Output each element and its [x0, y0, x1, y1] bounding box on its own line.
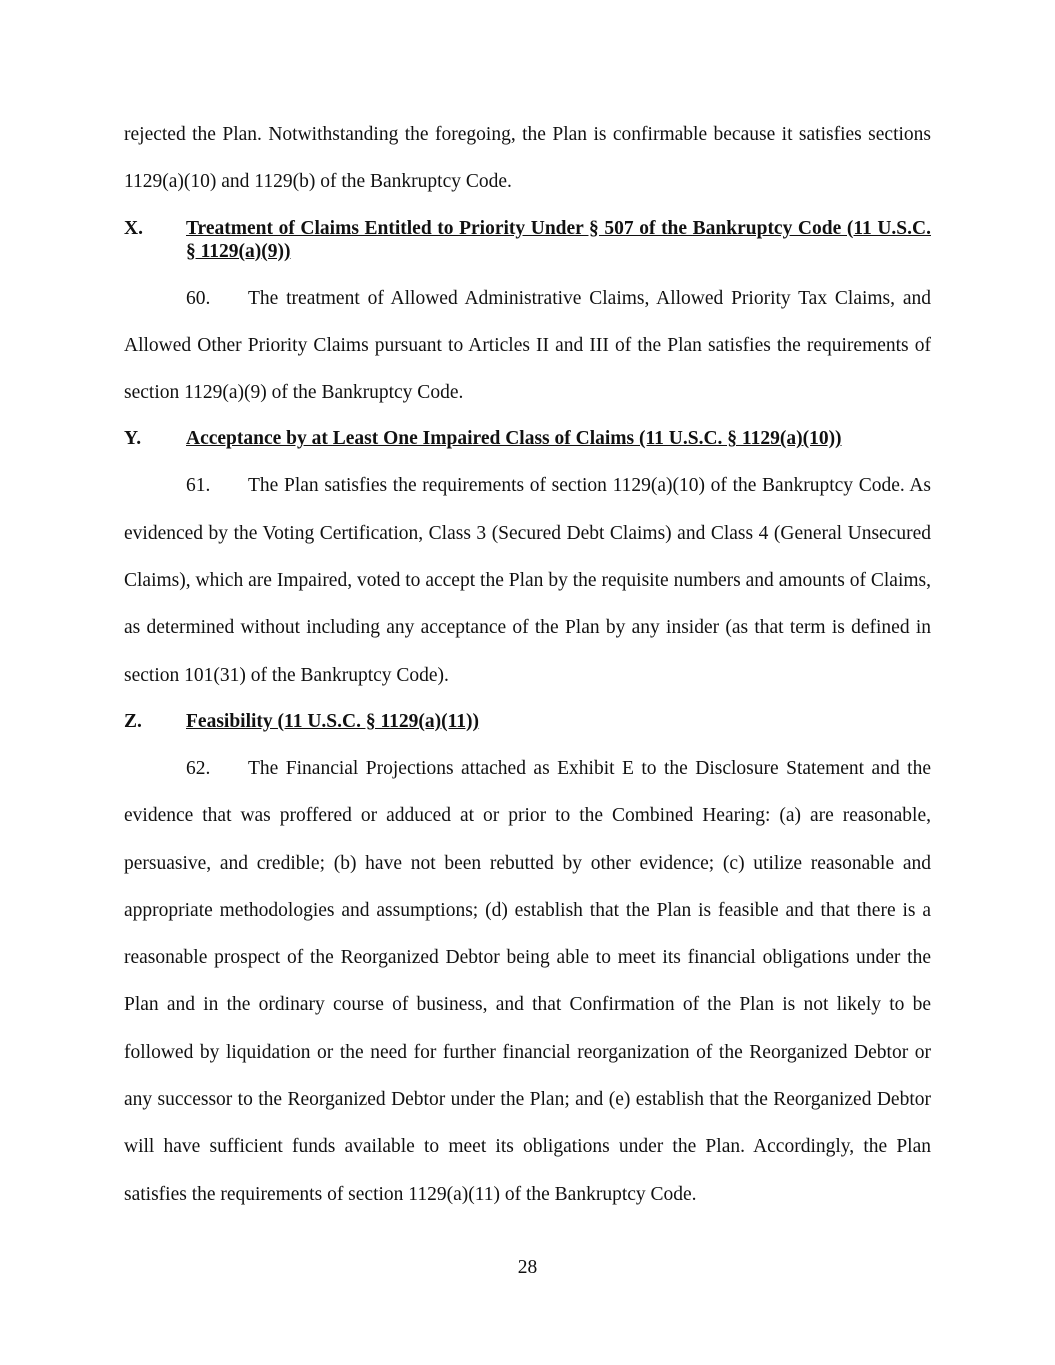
paragraph-62 [124, 745, 931, 1218]
paragraph-61 [124, 462, 931, 698]
section-letter: Z. [124, 710, 142, 732]
section-heading-y [124, 427, 931, 450]
section-title: Acceptance by at Least One Impaired Class of Claims (11 U.S.C. § 1129(a)(10)) [186, 428, 842, 450]
paragraph-text: The Financial Projections attached as Exhibit E to the Disclosure Statement and the evidence that was proffered or adduced at or prior to the Combined Hearing: (a) are reasonable, persuasive, and credible; (b) have not been rebutted by other evidence; (c) utilize reasonable and appropriate methodologies and assumptions; (d) establish that the Plan is feasible and that there is a reasonable prospect of the Reorganized Debtor being able to meet its financial obligations under the Plan and in the ordinary course of business, and that Confirmation of the Plan is not likely to be followed by liquidation or the need for further financial reorganization of the Reorganized Debtor or any successor to the Reorganized Debtor under the Plan; and (e) establish that the Reorganized Debtor will have sufficient funds available to meet its obligations under the Plan. Accordingly, the Plan satisfies the requirements of section 1129(a)(11) of the Bankruptcy Code. [124, 757, 931, 1205]
section-letter: Y. [124, 428, 142, 450]
paragraph-60 [124, 275, 931, 417]
paragraph-number: 61. [186, 475, 211, 497]
section-title: Feasibility (11 U.S.C. § 1129(a)(11)) [186, 710, 480, 732]
paragraph-text: The treatment of Allowed Administrative Claims, Allowed Priority Tax Claims, and Allowed Other Priority Claims pursuant to Articles II and III of the Plan satisfies the requirements of section 1129(a)(9) of the Bankruptcy Code. [124, 287, 931, 404]
continuation-paragraph: rejected the Plan. Notwithstanding the foregoing, the Plan is confirmable because it satisfies sections 1129(a)(10) and 1129(b) of the Bankruptcy Code. [124, 124, 931, 193]
section-letter: X. [124, 217, 143, 239]
paragraph-number: 62. [186, 757, 211, 779]
section-heading-z [124, 710, 931, 733]
paragraph-number: 60. [186, 287, 211, 309]
document-page [124, 111, 931, 1218]
paragraph-text: The Plan satisfies the requirements of section 1129(a)(10) of the Bankruptcy Code. As evidenced by the Voting Certification, Class 3 (Secured Debt Claims) and Class 4 (General Unsecured Claims), which are Impaired, voted to accept the Plan by the requisite numbers and amounts of Claims, as determined without including any acceptance of the Plan by any insider (as that term is defined in section 101(31) of the Bankruptcy Code). [124, 475, 931, 686]
section-title: Treatment of Claims Entitled to Priority Under § 507 of the Bankruptcy Code (11 U.S.C. § 1129(a)(9)) [186, 217, 931, 262]
page-number: 28 [517, 1257, 538, 1278]
section-heading-x [124, 217, 931, 263]
